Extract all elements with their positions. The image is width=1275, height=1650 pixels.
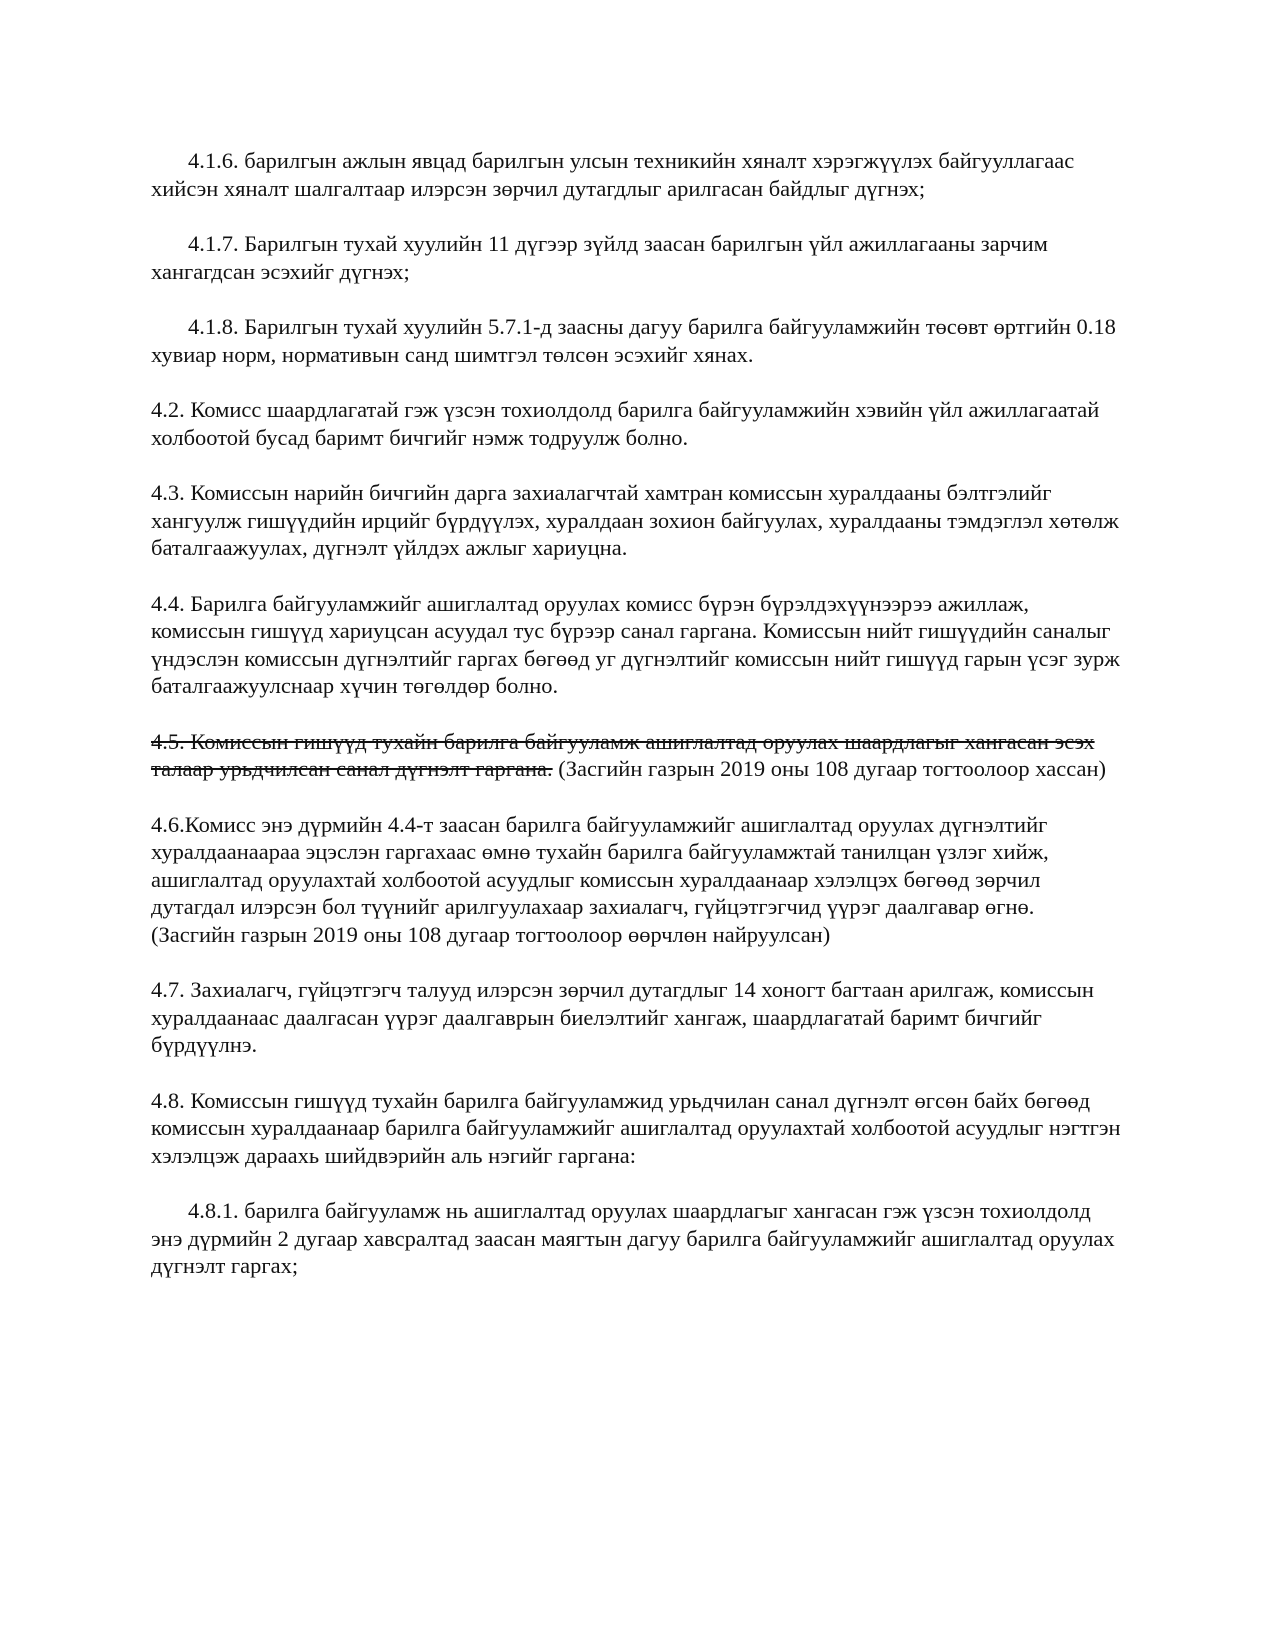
paragraph-4-1-6: 4.1.6. барилгын ажлын явцад барилгын улсын техникийн хяналт хэрэгжүүлэх байгууллагаас хийсэн хяналт шалгалтаар илэрсэн зөрчил дутагдлыг арилгасан байдлыг дүгнэх; xyxy=(151,148,1075,201)
paragraph-4-4: 4.4. Барилга байгууламжийг ашиглалтад оруулах комисс бүрэн бүрэлдэхүүнээрээ ажиллаж, комиссын гишүүд хариуцсан асуудал тус бүрээр санал гаргана. Комиссын нийт гишүүдийн саналыг үндэслэн комиссын дүгнэлтийг гаргах бөгөөд уг дүгнэлтийг комиссын нийт гишүүд гарын үсэг зурж баталгаажуулснаар хүчин төгөлдөр болно. xyxy=(151,590,1120,698)
paragraph-4-5 xyxy=(151,728,1121,783)
struck-text: 4.5. Комиссын гишүүд тухайн барилга байгууламж ашиглалтад оруулах шаардлагыг хангасан эсэх талаар урьдчилсан санал дүгнэлт гаргана. xyxy=(151,728,1095,781)
paragraph-4-8-1: 4.8.1. барилга байгууламж нь ашиглалтад оруулах шаардлагыг хангасан гэж үзсэн тохиолдолд энэ дүрмийн 2 дугаар хавсралтад заасан маягтын дагуу барилга байгууламжийг ашиглалтад оруулах дүгнэлт гаргах; xyxy=(151,1198,1115,1278)
amendment-note: (Засгийн газрын 2019 оны 108 дугаар тогтоолоор хассан) xyxy=(552,756,1106,781)
paragraph-4-1-8: 4.1.8. Барилгын тухай хуулийн 5.7.1-д заасны дагуу барилга байгууламжийн төсөвт өртгийн 0.18 хувиар норм, нормативын санд шимтгэл төлсөн эсэхийг хянах. xyxy=(151,314,1116,367)
paragraph-4-6: 4.6.Комисс энэ дүрмийн 4.4-т заасан барилга байгууламжийг ашиглалтад оруулах дүгнэлтийг хуралдаанаараа эцэслэн гаргахаас өмнө тухайн барилга байгууламжтай танилцан үзлэг хийж, ашиглалтад оруулахтай холбоотой асуудлыг комиссын хуралдаанаар хэлэлцэх бөгөөд зөрчил дутагдал илэрсэн бол түүнийг арилгуулахаар захиалагч, гүйцэтгэгчид үүрэг даалгавар өгнө. (Засгийн газрын 2019 оны 108 дугаар тогтоолоор өөрчлөн найруулсан) xyxy=(151,811,1049,947)
paragraph-4-3: 4.3. Комиссын нарийн бичгийн дарга захиалагчтай хамтран комиссын хуралдааны бэлтгэлийг хангуулж гишүүдийн ирцийг бүрдүүлэх, хуралдаан зохион байгуулах, хуралдааны тэмдэглэл хөтөлж баталгаажуулах, дүгнэлт үйлдэх ажлыг хариуцна. xyxy=(151,480,1119,560)
document-body xyxy=(151,147,1121,1308)
paragraph-4-1-7: 4.1.7. Барилгын тухай хуулийн 11 дүгээр зүйлд заасан барилгын үйл ажиллагааны зарчим хангагдсан эсэхийг дүгнэх; xyxy=(151,231,1048,284)
paragraph-4-2: 4.2. Комисс шаардлагатай гэж үзсэн тохиолдолд барилга байгууламжийн хэвийн үйл ажиллагаатай холбоотой бусад баримт бичгийг нэмж тодруулж болно. xyxy=(151,397,1100,450)
paragraph-4-7: 4.7. Захиалагч, гүйцэтгэгч талууд илэрсэн зөрчил дутагдлыг 14 хоногт багтаан арилгаж, комиссын хуралдаанаас даалгасан үүрэг даалгаврын биелэлтийг хангаж, шаардлагатай баримт бичгийг бүрдүүлнэ. xyxy=(151,977,1094,1057)
paragraph-4-8: 4.8. Комиссын гишүүд тухайн барилга байгууламжид урьдчилан санал дүгнэлт өгсөн байх бөгөөд комиссын хуралдаанаар барилга байгууламжийг ашиглалтад оруулахтай холбоотой асуудлыг нэгтгэн хэлэлцэж дараахь шийдвэрийн аль нэгийг гаргана: xyxy=(151,1087,1121,1168)
